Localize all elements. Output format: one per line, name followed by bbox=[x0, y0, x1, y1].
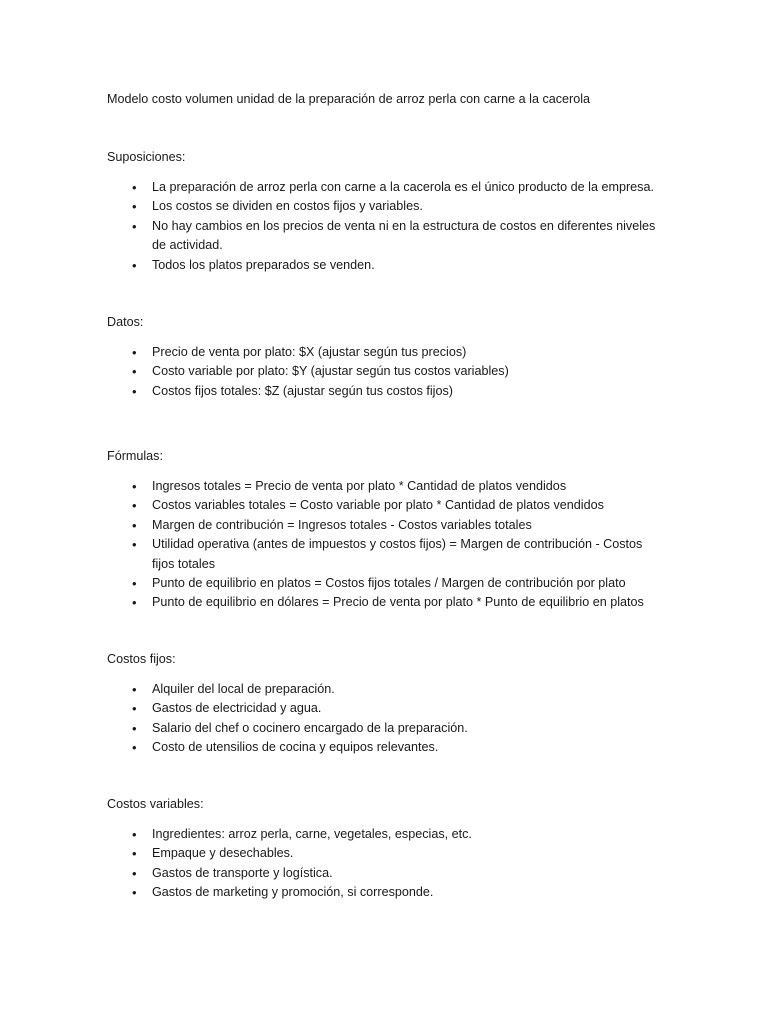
list-item bbox=[107, 574, 667, 593]
list-item bbox=[107, 864, 667, 883]
list-item bbox=[107, 343, 667, 362]
bullet-icon: • bbox=[132, 180, 137, 195]
list-item-text: Todos los platos preparados se venden. bbox=[152, 257, 375, 272]
list-item-text: Gastos de transporte y logística. bbox=[152, 865, 333, 880]
list-item-text: La preparación de arroz perla con carne a la cacerola es el único producto de la empresa. bbox=[152, 180, 654, 194]
bullet-icon: • bbox=[132, 364, 137, 380]
section-heading-formulas: Fórmulas: bbox=[107, 449, 163, 463]
list-item bbox=[107, 699, 667, 718]
bullet-icon: • bbox=[132, 199, 137, 215]
list-item bbox=[107, 680, 667, 699]
section-heading-costos-variables: Costos variables: bbox=[107, 797, 204, 811]
list-item-text: Empaque y desechables. bbox=[152, 846, 294, 861]
bullet-icon: • bbox=[132, 479, 137, 494]
list-item bbox=[107, 382, 667, 401]
list-item bbox=[107, 825, 667, 844]
section-heading-datos: Datos: bbox=[107, 315, 144, 329]
section-heading-costos-fijos: Costos fijos: bbox=[107, 652, 176, 666]
list-item bbox=[107, 883, 667, 902]
list-item-text: Gastos de marketing y promoción, si corresponde. bbox=[152, 885, 434, 900]
list-item bbox=[107, 738, 667, 757]
bullet-icon: • bbox=[132, 257, 137, 273]
list-item bbox=[107, 477, 667, 496]
bullet-icon: • bbox=[132, 701, 137, 717]
list-item bbox=[107, 719, 667, 738]
list-item-text: Costos fijos totales: $Z (ajustar según tus costos fijos) bbox=[152, 383, 453, 398]
list-costos-fijos bbox=[107, 680, 667, 758]
list-item bbox=[107, 197, 667, 216]
list-suposiciones bbox=[107, 178, 667, 275]
bullet-icon: • bbox=[132, 740, 137, 756]
list-item-text: Costo de utensilios de cocina y equipos relevantes. bbox=[152, 740, 439, 755]
bullet-icon: • bbox=[132, 383, 137, 399]
list-item-text: Ingredientes: arroz perla, carne, vegetales, especias, etc. bbox=[152, 827, 472, 841]
bullet-icon: • bbox=[132, 345, 137, 360]
list-item-text: Alquiler del local de preparación. bbox=[152, 682, 335, 696]
section-heading-suposiciones: Suposiciones: bbox=[107, 150, 186, 164]
list-item-text: Margen de contribución = Ingresos totales - Costos variables totales bbox=[152, 517, 532, 532]
bullet-icon: • bbox=[132, 517, 137, 533]
bullet-icon: • bbox=[132, 885, 137, 901]
list-item bbox=[107, 516, 667, 535]
list-item bbox=[107, 362, 667, 381]
list-formulas bbox=[107, 477, 667, 613]
document-title: Modelo costo volumen unidad de la preparación de arroz perla con carne a la cacerola bbox=[107, 92, 591, 106]
list-item-text: Costos variables totales = Costo variable por plato * Cantidad de platos vendidos bbox=[152, 498, 604, 513]
bullet-icon: • bbox=[132, 595, 137, 611]
list-item-text: Precio de venta por plato: $X (ajustar según tus precios) bbox=[152, 345, 467, 359]
list-item-text: Gastos de electricidad y agua. bbox=[152, 701, 322, 716]
bullet-icon: • bbox=[132, 682, 137, 697]
list-item bbox=[107, 178, 667, 197]
list-item bbox=[107, 844, 667, 863]
list-datos bbox=[107, 343, 667, 401]
list-item bbox=[107, 217, 667, 256]
list-item bbox=[107, 593, 667, 612]
bullet-icon: • bbox=[132, 576, 137, 592]
list-item bbox=[107, 535, 667, 574]
bullet-icon: • bbox=[132, 827, 137, 842]
list-item bbox=[107, 496, 667, 515]
list-costos-variables bbox=[107, 825, 667, 903]
bullet-icon: • bbox=[132, 537, 137, 553]
list-item-text: Los costos se dividen en costos fijos y variables. bbox=[152, 199, 423, 214]
bullet-icon: • bbox=[132, 846, 137, 862]
bullet-icon: • bbox=[132, 498, 137, 514]
list-item-text: Utilidad operativa (antes de impuestos y costos fijos) = Margen de contribución - Costos fijos totales bbox=[152, 537, 643, 571]
list-item-text: No hay cambios en los precios de venta ni en la estructura de costos en diferentes niveles de actividad. bbox=[152, 218, 656, 253]
bullet-icon: • bbox=[132, 218, 137, 234]
list-item-text: Ingresos totales = Precio de venta por plato * Cantidad de platos vendidos bbox=[152, 479, 567, 493]
list-item-text: Costo variable por plato: $Y (ajustar según tus costos variables) bbox=[152, 364, 509, 379]
list-item-text: Punto de equilibrio en dólares = Precio de venta por plato * Punto de equilibrio en platos bbox=[152, 595, 644, 610]
list-item-text: Salario del chef o cocinero encargado de la preparación. bbox=[152, 720, 468, 735]
bullet-icon: • bbox=[132, 865, 137, 881]
list-item-text: Punto de equilibrio en platos = Costos fijos totales / Margen de contribución por plato bbox=[152, 576, 626, 591]
list-item bbox=[107, 256, 667, 275]
bullet-icon: • bbox=[132, 720, 137, 736]
